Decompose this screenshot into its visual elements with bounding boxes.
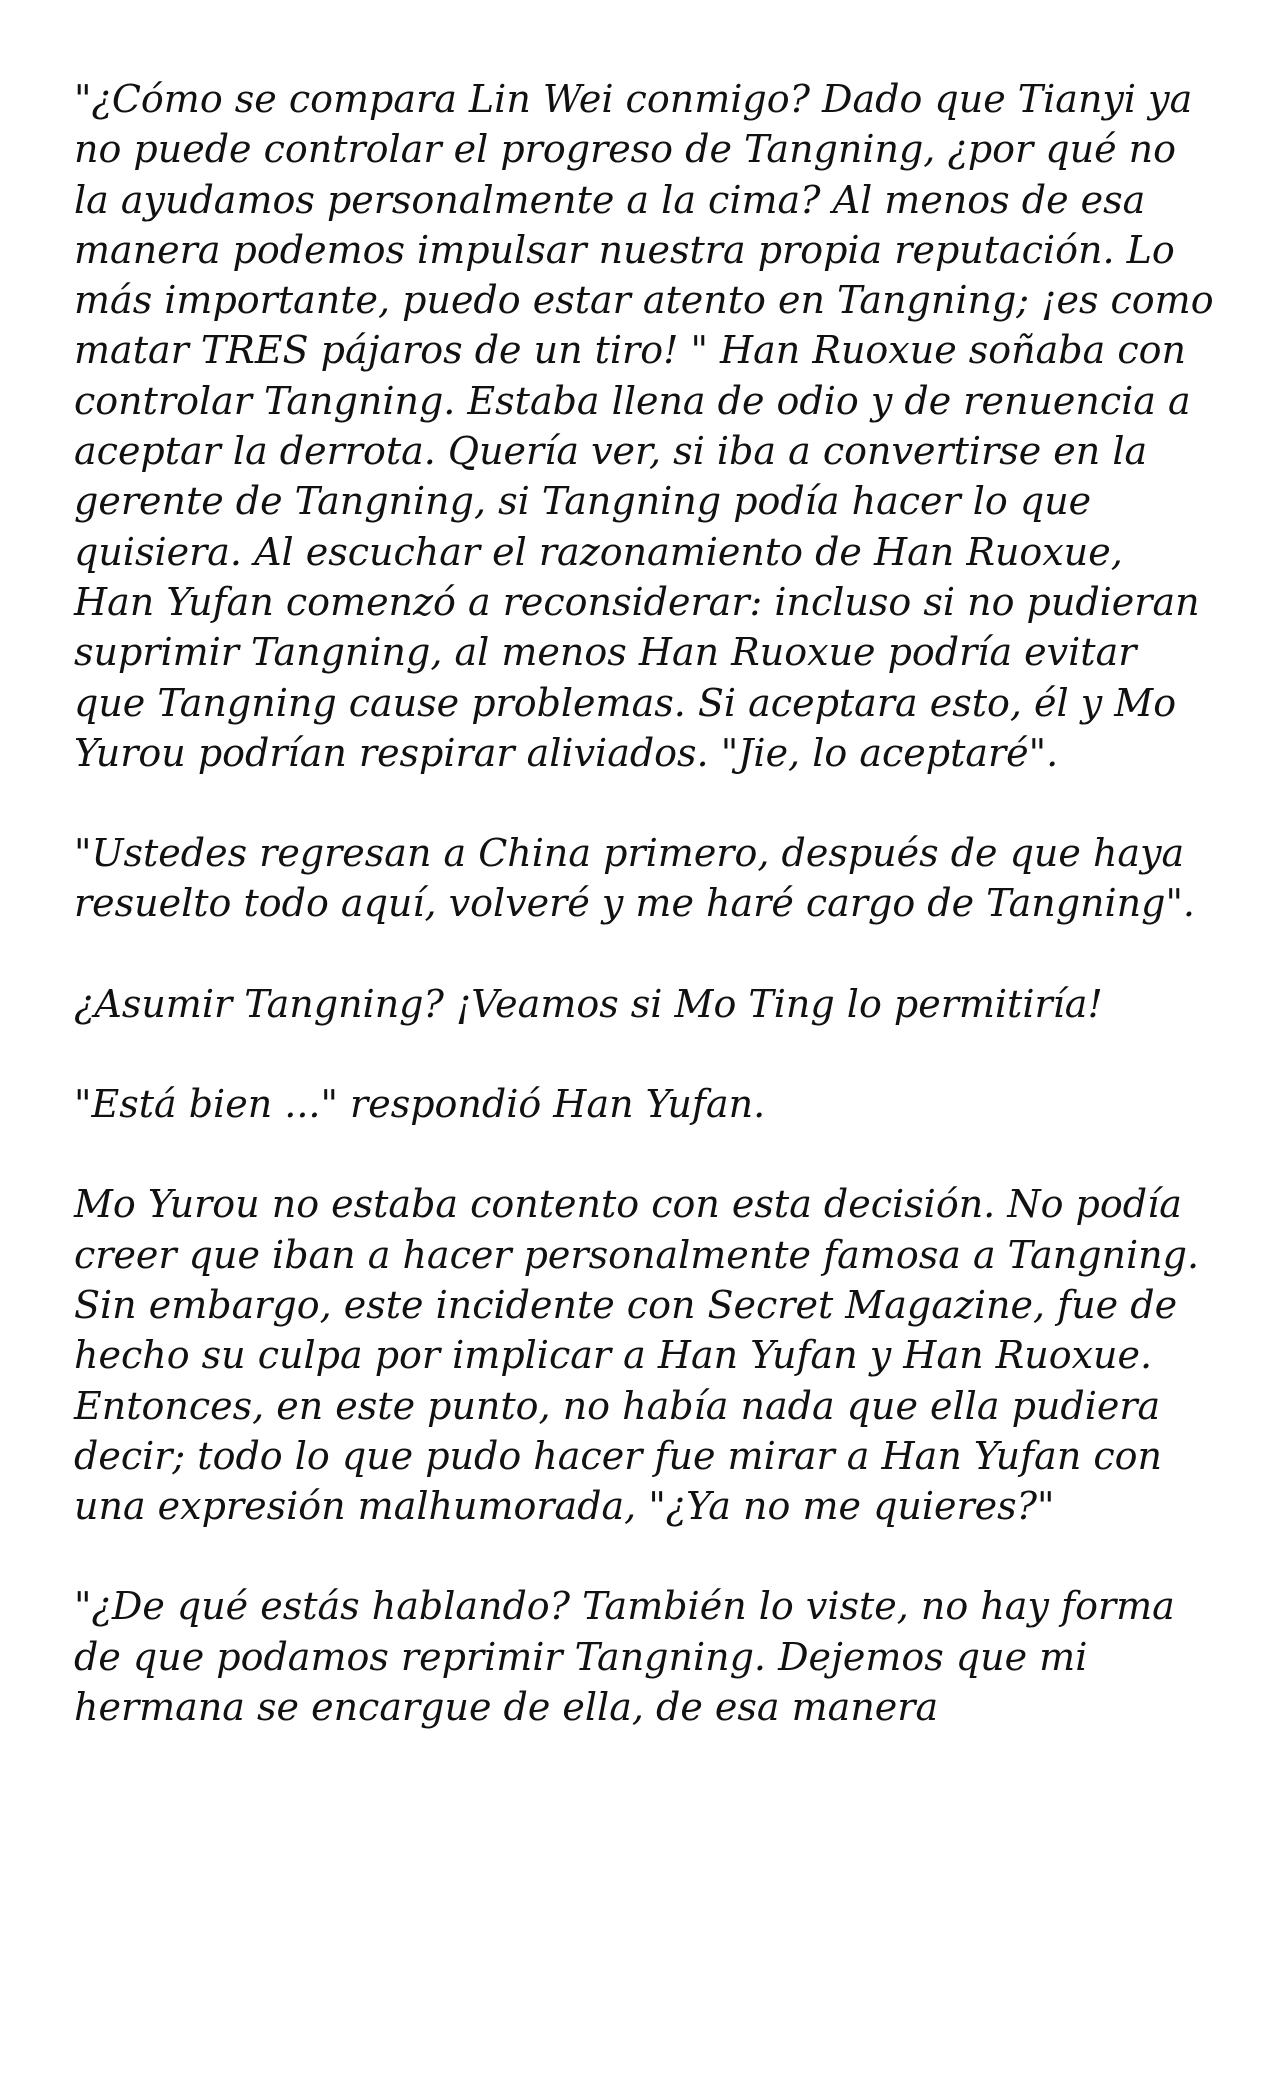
paragraph: "Ustedes regresan a China primero, después de que haya resuelto todo aquí, volveré y me haré cargo de Tangning". [74, 831, 1195, 926]
paragraph: "Está bien ..." respondió Han Yufan. [74, 1082, 766, 1127]
paragraph: "¿Cómo se compara Lin Wei conmigo? Dado que Tianyi ya no puede controlar el progreso de Tangning, ¿por qué no la ayudamos personalmente a la cima? Al menos de esa manera podemos impulsar nuestra propia reputación. Lo más importante, puedo estar atento en Tangning; ¡es como matar TRES pájaros de un tiro! " Han Ruoxue soñaba con controlar Tangning. Estaba llena de odio y de renuencia a aceptar la derrota. Quería ver, si iba a convertirse en la gerente de Tangning, si Tangning podía hacer lo que quisiera. Al escuchar el razonamiento de Han Ruoxue, Han Yufan comenzó a reconsiderar: incluso si no pudieran suprimir Tangning, al menos Han Ruoxue podría evitar que Tangning cause problemas. Si aceptara esto, él y Mo Yurou podrían respirar aliviados. "Jie, lo aceptaré". [74, 77, 1214, 775]
paragraph: "¿De qué estás hablando? También lo viste, no hay forma de que podamos reprimir Tangning. Dejemos que mi hermana se encargue de ella, de esa manera [74, 1584, 1175, 1730]
paragraph: Mo Yurou no estaba contento con esta decisión. No podía creer que iban a hacer personalmente famosa a Tangning. Sin embargo, este incidente con Secret Magazine, fue de hecho su culpa por implicar a Han Yufan y Han Ruoxue. Entonces, en este punto, no había nada que ella pudiera decir; todo lo que pudo hacer fue mirar a Han Yufan con una expresión malhumorada, "¿Ya no me quieres?" [74, 1182, 1200, 1529]
paragraph: ¿Asumir Tangning? ¡Veamos si Mo Ting lo permitiría! [74, 981, 1103, 1026]
